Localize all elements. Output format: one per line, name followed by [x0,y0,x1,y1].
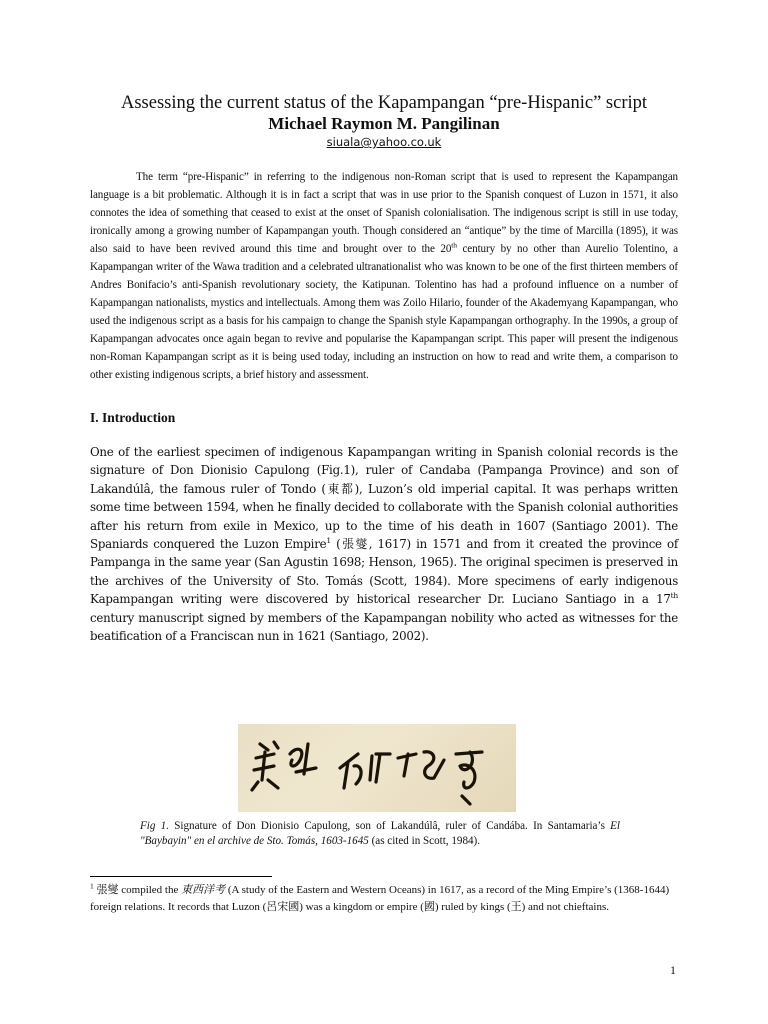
footnote-divider [90,876,272,877]
caption-text-end: (as cited in Scott, 1984). [368,835,481,847]
abstract-text-cont: century by no other than Aurelio Tolentino, a Kapampangan writer of the Wawa tradition and a celebrated ultranationalist who was known to be one of the first thirteen members of Andres Bonifacio’s anti-Spanish revolutionary society, the Katipunan. Tolentino has had a profound influence on a number of Kapampangan nationalists, mystics and intellectuals. Among them was Zoilo Hilario, founder of the Akademyang Kapampangan, who used the indigenous script as a basis for his campaign to change the Spanish style Kapampangan orthography. In the 1990s, a group of Kapampangan advocates once again began to revive and popularise the Kapampangan script. This paper will present the indigenous non-Roman Kapampangan script as it is being used today, including an instruction on how to read and write them, a comparison to other existing indigenous scripts, a brief history and assessment. [90,243,678,381]
footnote-text: 張燮 compiled the [93,884,182,896]
caption-text: Signature of Don Dionisio Capulong, son of Lakandúlâ, ruler of Candába. In Santamaria’s [168,820,611,832]
intro-text: One of the earliest specimen of indigenous Kapampangan writing in Spanish colonial records is the signature of Don Dionisio Capulong (Fig.1), ruler of Candaba (Pampanga Province) and son of Lakandúlâ, the famous ruler of Tondo (東都), Luzon’s old imperial capital. It was perhaps written some time between 1594, when he finally decided to collaborate with the Spanish colonial authorities after his return from exile in Mexico, up to the time of his death in 1607 (Santiago 2001). The Spaniards conquered the Luzon Empire [90,445,678,552]
paper-title: Assessing the current status of the Kapampangan “pre-Hispanic” script [120,93,648,113]
figure-caption [140,819,620,849]
footnote [90,882,678,915]
superscript: th [451,240,457,250]
footnote-text-cont: (A study of the Eastern and Western Oceans) in 1617, as a record of the Ming Empire’s (1368-1644) foreign relations. It records that Luzon (呂宋國) was a kingdom or empire (國) ruled by kings (王) and not chieftains. [90,884,670,913]
abstract-text: The term “pre-Hispanic” in referring to the indigenous non-Roman script that is used to represent the Kapampangan language is a bit problematic. Although it is in fact a script that was in use prior to the Spanish conquest of Luzon in 1571, it also connotes the idea of something that ceased to exist at the onset of Spanish colonialisation. The indigenous script is still in use today, ironically among a growing number of Kapampangan youth. Though considered an “antique” by the time of Marcilla (1895), it was also said to have been revived around this time and brought over to the 20 [90,171,678,255]
section-heading: I. Introduction [90,410,176,425]
intro-text-end: century manuscript signed by members of the Kapampangan nobility who acted as witnesses for the beatification of a Franciscan nun in 1621 (Santiago, 2002). [90,610,678,644]
author-name: Michael Raymon M. Pangilinan [268,114,500,133]
abstract [90,168,678,384]
footnote-book-title: 東西洋考 [181,884,226,896]
signature-image [238,724,516,812]
figure-label: Fig 1. [140,820,169,832]
paper-page [90,92,678,977]
intro-text-cont: (張燮, 1617) in 1571 and from it created the province of Pampanga in the same year (San Agustin 1698; Henson, 1965). The original specimen is preserved in the archives of the University of Sto. Tomás (Scott, 1984). More specimens of early indigenous Kapampangan writing were discovered by historical researcher Dr. Luciano Santiago in a 17 [90,537,678,607]
email-link[interactable]: siuala@yahoo.co.uk [326,135,442,149]
superscript: th [670,591,678,601]
page-number: 1 [670,963,676,977]
caption-source: El "Baybayin" en el archive de Sto. Tomás, 1603-1645 [140,820,620,847]
footnote-ref[interactable]: 1 [326,536,331,546]
signature-drawing [238,724,516,812]
author-email [90,134,678,151]
intro-paragraph [90,443,678,645]
footnote-mark: 1 [90,881,94,891]
